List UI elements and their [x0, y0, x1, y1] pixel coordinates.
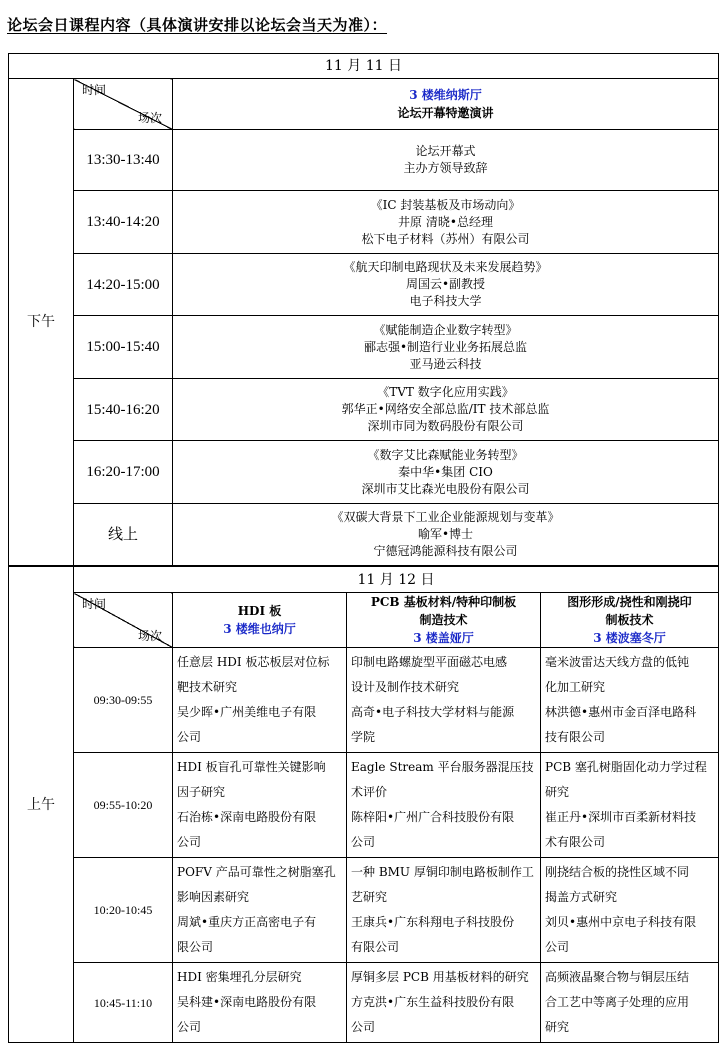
track-talk: [173, 648, 347, 753]
talk-line: 公司: [351, 1020, 376, 1034]
talk-line: HDI 密集埋孔分层研究: [177, 970, 302, 984]
talk-line: HDI 板盲孔可靠性关键影响: [177, 760, 326, 774]
talk-line: 化加工研究: [545, 680, 606, 694]
talk-line: 任意层 HDI 板芯板层对位标: [177, 655, 330, 669]
talk-line: 学院: [351, 730, 376, 744]
day2-session-row: [9, 963, 719, 1043]
track-hall: 3 楼盖娅厅: [413, 631, 474, 645]
session-time: [74, 254, 173, 316]
talk-line: 高频液晶聚合物与铜层压结: [545, 970, 690, 984]
day2-period: [9, 566, 74, 1043]
day1-hall-header: [173, 79, 719, 130]
track-header: [541, 593, 719, 648]
track-talk: [347, 648, 541, 753]
talk-line: 因子研究: [177, 785, 226, 799]
talk-line: 《TVT 数字化应用实践》: [377, 385, 514, 399]
track-talk: [173, 963, 347, 1043]
header-time-label: 时间: [82, 83, 107, 97]
talk-line: 宁德冠鸿能源科技有限公司: [373, 544, 518, 558]
day1-session-row: [9, 441, 719, 504]
day2-session-row: [9, 753, 719, 858]
day1-session-row: [9, 130, 719, 191]
session-time: [74, 963, 173, 1043]
session-talk: [173, 379, 719, 441]
day1-period-text: 下午: [27, 314, 55, 330]
session-talk: [173, 254, 719, 316]
track-talk: [347, 858, 541, 963]
session-time-text: 15:40-16:20: [86, 401, 160, 418]
track-talk: [541, 753, 719, 858]
day2-header-row: [9, 593, 719, 648]
day1-header-row: [9, 79, 719, 130]
talk-line: 郭华正•网络安全部总监/IT 技术部总监: [341, 402, 550, 416]
talk-line: 周国云•副教授: [405, 277, 486, 291]
day1-hall-title: 论坛开幕特邀演讲: [397, 106, 494, 120]
session-time: [74, 504, 173, 567]
talk-line: 有限公司: [351, 940, 400, 954]
talk-line: 论坛开幕式: [415, 144, 476, 158]
talk-line: POFV 产品可靠性之树脂塞孔: [177, 865, 336, 879]
session-talk: [173, 130, 719, 191]
talk-line: 公司: [177, 730, 202, 744]
talk-line: 《航天印制电路现状及未来发展趋势》: [343, 260, 548, 274]
talk-line: 深圳市艾比森光电股份有限公司: [361, 481, 530, 496]
talk-line: 限公司: [177, 940, 214, 954]
track-hall: 3 楼维也纳厅: [223, 622, 296, 636]
day1-session-row: [9, 316, 719, 379]
session-time-text: 10:20-10:45: [93, 903, 153, 917]
talk-line: 术有限公司: [545, 835, 606, 849]
session-time: [74, 441, 173, 504]
talk-line: 《IC 封装基板及市场动向》: [370, 197, 521, 212]
session-time-text: 15:00-15:40: [86, 339, 160, 355]
talk-line: 研究: [545, 785, 570, 799]
talk-line: 毫米波雷达天线方盘的低钝: [545, 655, 690, 669]
talk-line: 公司: [177, 1020, 202, 1034]
day1-date: [9, 54, 719, 79]
talk-line: 吴少晖•广州美维电子有限: [177, 705, 317, 719]
track-title: 图形形成/挠性和刚挠印: [567, 595, 692, 609]
session-time: [74, 316, 173, 379]
day1-hall-name: 3 楼维纳斯厅: [409, 88, 482, 102]
day2-header-diagonal: [74, 593, 173, 648]
talk-line: PCB 塞孔树脂固化动力学过程: [545, 760, 707, 774]
talk-line: 艺研究: [351, 890, 388, 904]
track-title: 制造技术: [419, 613, 468, 627]
talk-line: 公司: [351, 835, 376, 849]
talk-line: 公司: [177, 835, 202, 849]
day1-session-row: [9, 504, 719, 567]
header-session-label: 场次: [137, 111, 162, 125]
day2-date: [74, 566, 719, 593]
talk-line: 公司: [545, 940, 570, 954]
session-time: [74, 858, 173, 963]
session-talk: [173, 504, 719, 567]
track-talk: [541, 963, 719, 1043]
talk-line: 王康兵•广东科翔电子科技股份: [351, 915, 515, 929]
talk-line: 《数字艾比森赋能业务转型》: [367, 447, 524, 462]
day1-date-text: 11 月 11 日: [325, 58, 402, 74]
talk-line: 刘贝•惠州中京电子科技有限: [545, 915, 697, 929]
talk-line: 深圳市同为数码股份有限公司: [367, 419, 524, 433]
talk-line: 林洪德•惠州市金百泽电路科: [545, 705, 697, 719]
talk-line: 厚铜多层 PCB 用基板材料的研究: [351, 970, 529, 984]
session-time-text: 13:40-14:20: [86, 214, 160, 230]
session-time-text: 14:20-15:00: [86, 276, 160, 293]
day2-period-text: 上午: [27, 796, 55, 813]
talk-line: 松下电子材料（苏州）有限公司: [361, 231, 530, 246]
day2-date-text: 11 月 12 日: [357, 571, 435, 588]
track-talk: [173, 858, 347, 963]
talk-line: 影响因素研究: [177, 890, 250, 904]
header-time-label: 时间: [82, 597, 107, 611]
talk-line: 合工艺中等离子处理的应用: [545, 995, 690, 1009]
talk-line: 技有限公司: [545, 730, 606, 744]
day1-session-row: [9, 379, 719, 441]
talk-line: 设计及制作技术研究: [351, 680, 460, 694]
talk-line: 研究: [545, 1020, 570, 1034]
day1-session-row: [9, 254, 719, 316]
talk-line: 秦中华•集团 CIO: [398, 464, 493, 479]
session-time-text: 10:45-11:10: [93, 995, 153, 1010]
track-talk: [173, 753, 347, 858]
session-time: [74, 379, 173, 441]
track-title: 制板技术: [605, 613, 654, 627]
talk-line: 刚挠结合板的挠性区域不同: [545, 865, 690, 879]
talk-line: 一种 BMU 厚铜印制电路板制作工: [351, 865, 534, 879]
day1-date-row: [9, 54, 719, 79]
talk-line: 亚马逊云科技: [409, 356, 482, 371]
track-title: HDI 板: [237, 604, 282, 618]
talk-line: 《双碳大背景下工业企业能源规划与变革》: [331, 510, 560, 524]
day2-date-row: [9, 566, 719, 593]
track-header: [347, 593, 541, 648]
day1-header-diagonal: [74, 79, 173, 130]
session-time: [74, 191, 173, 254]
session-time-text: 线上: [107, 526, 138, 543]
day1-session-row: [9, 191, 719, 254]
track-title: PCB 基板材料/特种印制板: [370, 595, 517, 609]
session-talk: [173, 191, 719, 254]
talk-line: 喻军•博士: [417, 527, 474, 541]
day2-session-row: [9, 858, 719, 963]
session-time-text: 13:30-13:40: [86, 152, 160, 168]
talk-line: 吴科建•深南电路股份有限: [177, 995, 317, 1009]
session-time: [74, 648, 173, 753]
talk-line: 崔正丹•深圳市百柔新材料技: [545, 810, 697, 824]
talk-line: 高奇•电子科技大学材料与能源: [351, 705, 515, 719]
day1-period: [9, 79, 74, 567]
talk-line: 方克洪•广东生益科技股份有限: [351, 995, 515, 1009]
talk-line: 主办方领导致辞: [403, 161, 488, 175]
talk-line: 周斌•重庆方正高密电子有: [177, 915, 317, 929]
track-talk: [541, 858, 719, 963]
talk-line: 印制电路螺旋型平面磁芯电感: [351, 655, 508, 669]
session-time-text: 09:30-09:55: [93, 693, 153, 707]
day2-session-row: [9, 648, 719, 753]
session-time-text: 16:20-17:00: [86, 464, 160, 480]
session-time: [74, 130, 173, 191]
talk-line: Eagle Stream 平台服务器混压技: [351, 760, 534, 774]
talk-line: 陈梓阳•广州广合科技股份有限: [351, 810, 515, 824]
page-heading: 论坛会日课程内容（具体演讲安排以论坛会当天为准）：: [7, 16, 388, 34]
talk-line: 郦志强•制造行业业务拓展总监: [363, 339, 528, 354]
talk-line: 石治栋•深南电路股份有限: [177, 810, 317, 824]
session-talk: [173, 316, 719, 379]
track-hall: 3 楼波塞冬厅: [593, 631, 666, 645]
track-talk: [347, 753, 541, 858]
talk-line: 揭盖方式研究: [545, 890, 618, 904]
talk-line: 术评价: [351, 785, 388, 799]
talk-line: 靶技术研究: [177, 680, 238, 694]
session-time-text: 09:55-10:20: [93, 798, 153, 812]
talk-line: 《赋能制造企业数字转型》: [373, 322, 518, 337]
track-talk: [347, 963, 541, 1043]
track-talk: [541, 648, 719, 753]
session-talk: [173, 441, 719, 504]
track-header: [173, 593, 347, 648]
talk-line: 井原 清晓•总经理: [398, 214, 493, 229]
session-time: [74, 753, 173, 858]
header-session-label: 场次: [137, 629, 162, 643]
schedule-table: [8, 53, 719, 1043]
talk-line: 电子科技大学: [409, 294, 482, 308]
